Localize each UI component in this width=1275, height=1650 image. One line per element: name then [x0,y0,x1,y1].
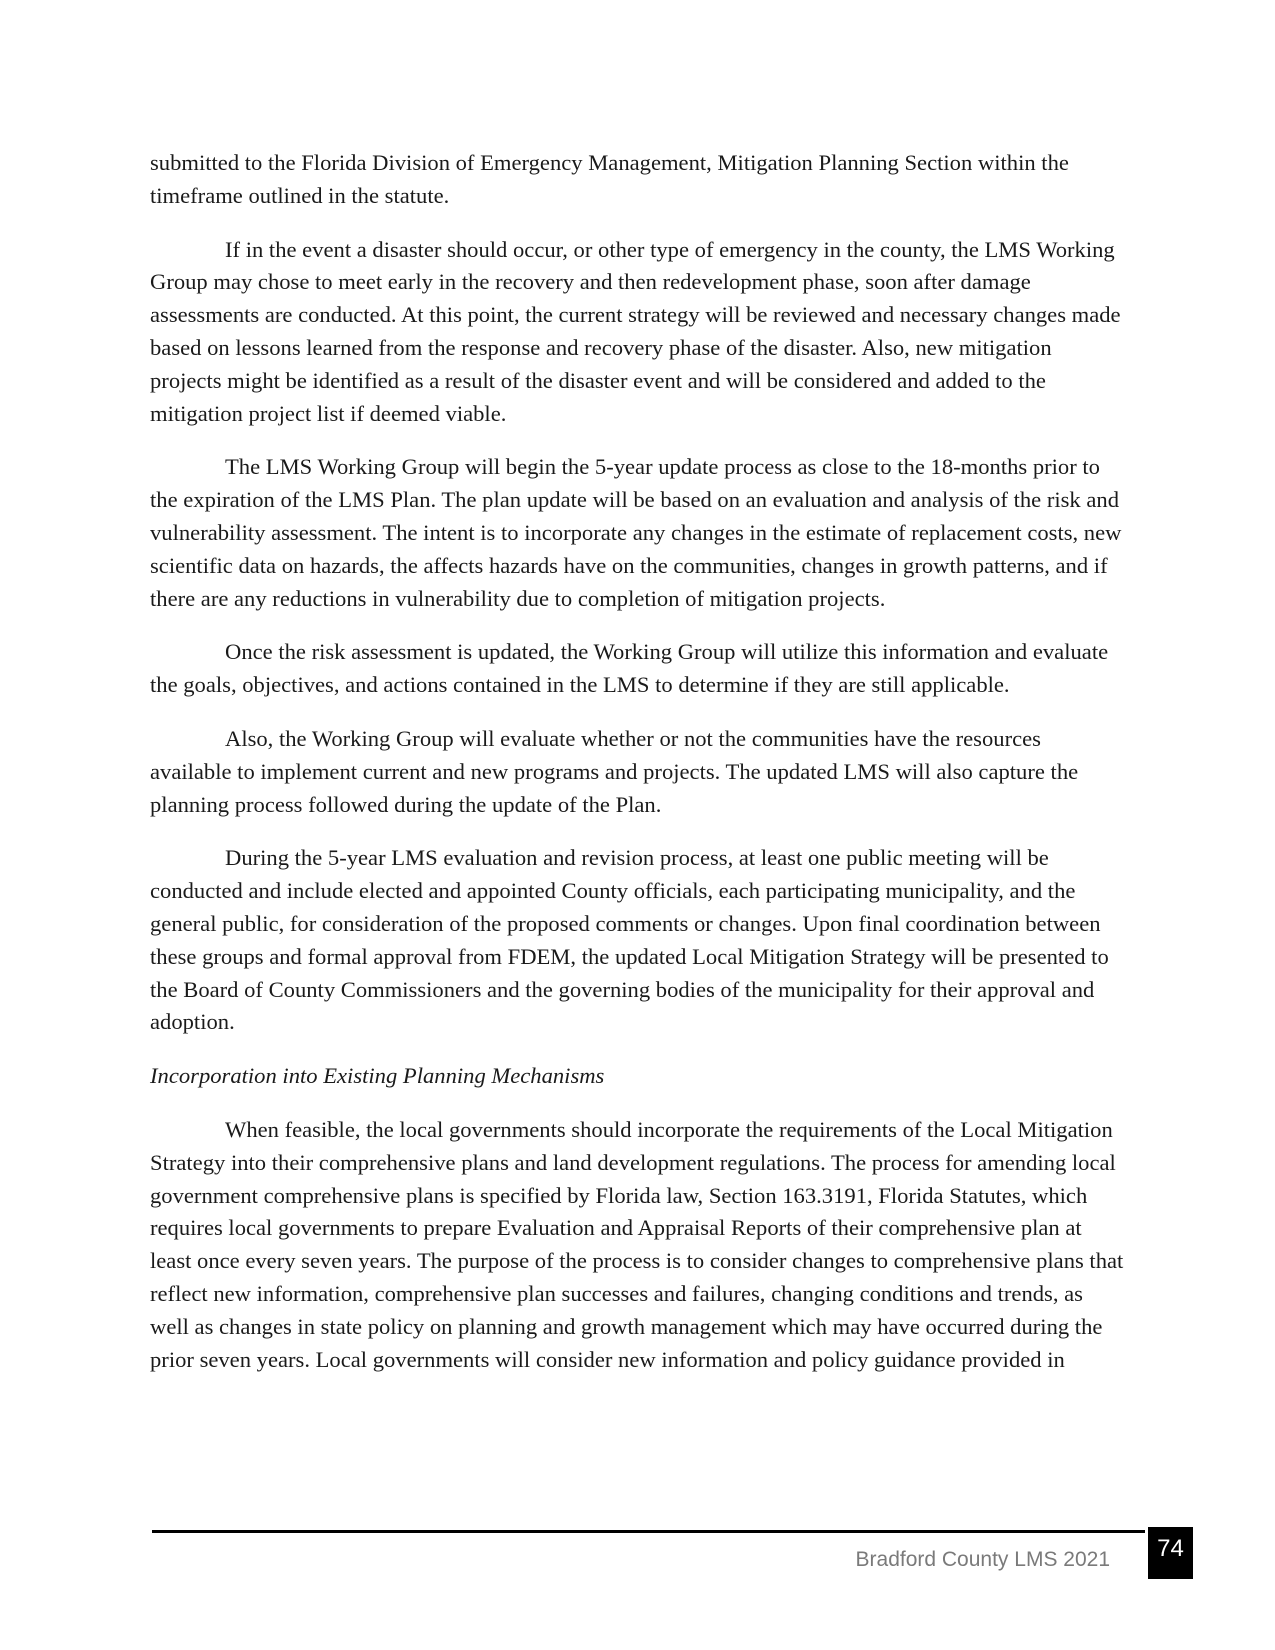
section-heading: Incorporation into Existing Planning Mechanisms [150,1063,605,1089]
paragraph-continuation: submitted to the Florida Division of Emergency Management, Mitigation Planning Section within the timeframe outlined in the statute. [150,150,1069,208]
paragraph-disaster-meeting: If in the event a disaster should occur, or other type of emergency in the county, the LMS Working Group may chose to meet early in the recovery and then redevelopment phase, soon after damage assessments are conducted. At this point, the current strategy will be reviewed and necessary changes made based on lessons learned from the response and recovery phase of the disaster. Also, new mitigation projects might be identified as a result of the disaster event and will be considered and added to the mitigation project list if deemed viable. [150,236,1121,426]
paragraph-public-meeting: During the 5-year LMS evaluation and revision process, at least one public meeting will be conducted and include elected and appointed County officials, each participating municipality, and the general public, for consideration of the proposed comments or changes. Upon final coordination between these groups and formal approval from FDEM, the updated Local Mitigation Strategy will be presented to the Board of County Commissioners and the governing bodies of the municipality for their approval and adoption. [150,845,1109,1035]
footer-document-title: Bradford County LMS 2021 [855,1548,1110,1571]
paragraph-five-year-update: The LMS Working Group will begin the 5-year update process as close to the 18-months prior to the expiration of the LMS Plan. The plan update will be based on an evaluation and analysis of the risk and vulnerability assessment. The intent is to incorporate any changes in the estimate of replacement costs, new scientific data on hazards, the affects hazards have on the communities, changes in growth patterns, and if there are any reductions in vulnerability due to completion of mitigation projects. [150,454,1122,611]
document-body [150,147,1125,1397]
page-number: 74 [1148,1527,1193,1579]
paragraph-incorporation: When feasible, the local governments should incorporate the requirements of the Local Mitigation Strategy into their comprehensive plans and land development regulations. The process for amending local government comprehensive plans is specified by Florida law, Section 163.3191, Florida Statutes, which requires local governments to prepare Evaluation and Appraisal Reports of their comprehensive plan at least once every seven years. The purpose of the process is to consider changes to comprehensive plans that reflect new information, comprehensive plan successes and failures, changing conditions and trends, as well as changes in state policy on planning and growth management which may have occurred during the prior seven years. Local governments will consider new information and policy guidance provided in [150,1116,1124,1372]
paragraph-risk-assessment: Once the risk assessment is updated, the Working Group will utilize this information and evaluate the goals, objectives, and actions contained in the LMS to determine if they are still applicable. [150,639,1109,698]
footer-divider [152,1530,1145,1533]
paragraph-resources: Also, the Working Group will evaluate whether or not the communities have the resources available to implement current and new programs and projects. The updated LMS will also capture the planning process followed during the update of the Plan. [150,725,1079,817]
